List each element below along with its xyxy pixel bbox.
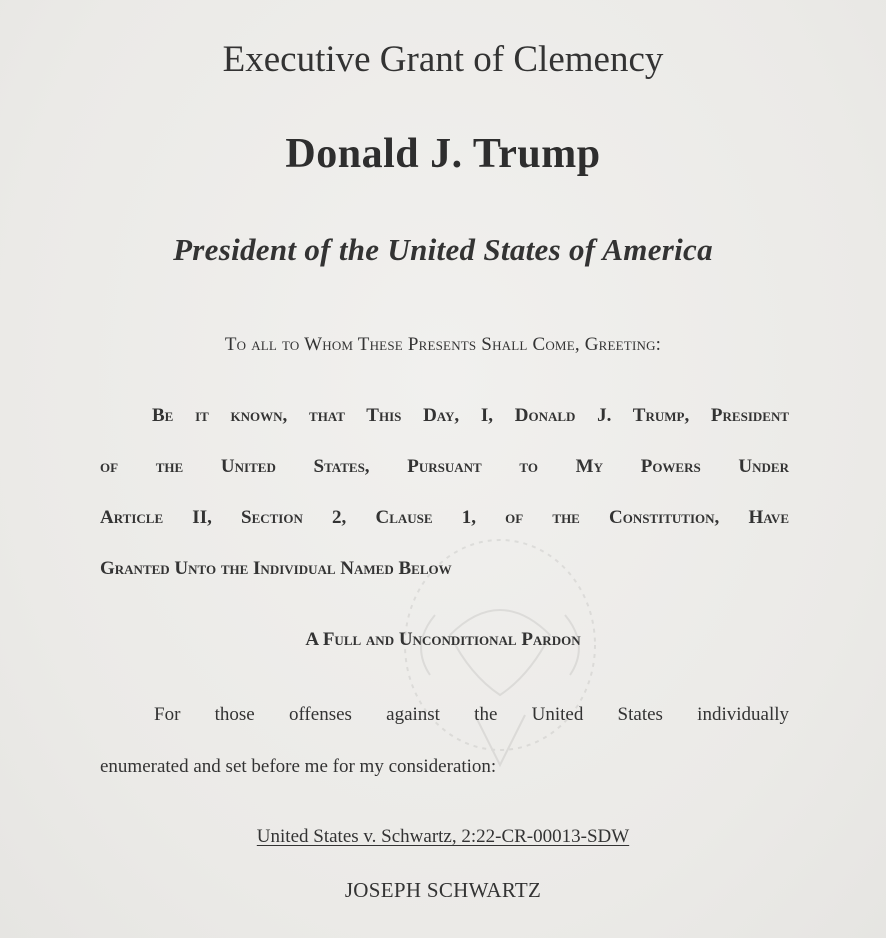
offense-line: For those offenses against the United States individually xyxy=(154,704,789,725)
grant-type: A Full and Unconditional Pardon xyxy=(305,629,581,650)
offense-line: enumerated and set before me for my consideration: xyxy=(100,756,497,777)
proclamation-line: Granted Unto the Individual Named Below xyxy=(100,558,452,579)
case-reference: United States v. Schwartz, 2:22-CR-00013-SDW xyxy=(256,826,630,847)
proclamation-line: Be it known, that This Day, I, Donald J. Trump, President xyxy=(152,405,789,426)
grantor-name: Donald J. Trump xyxy=(285,131,601,177)
grantor-office: President of the United States of America xyxy=(173,232,713,267)
proclamation-line: Article II, Section 2, Clause 1, of the Constitution, Have xyxy=(100,507,789,528)
case-reference-row xyxy=(0,826,886,848)
individual-name: JOSEPH SCHWARTZ xyxy=(344,878,542,902)
document-title: Executive Grant of Clemency xyxy=(222,39,664,80)
greeting: To all to Whom These Presents Shall Come, Greeting: xyxy=(224,334,662,355)
proclamation-line: of the United States, Pursuant to My Powers Under xyxy=(100,456,789,477)
